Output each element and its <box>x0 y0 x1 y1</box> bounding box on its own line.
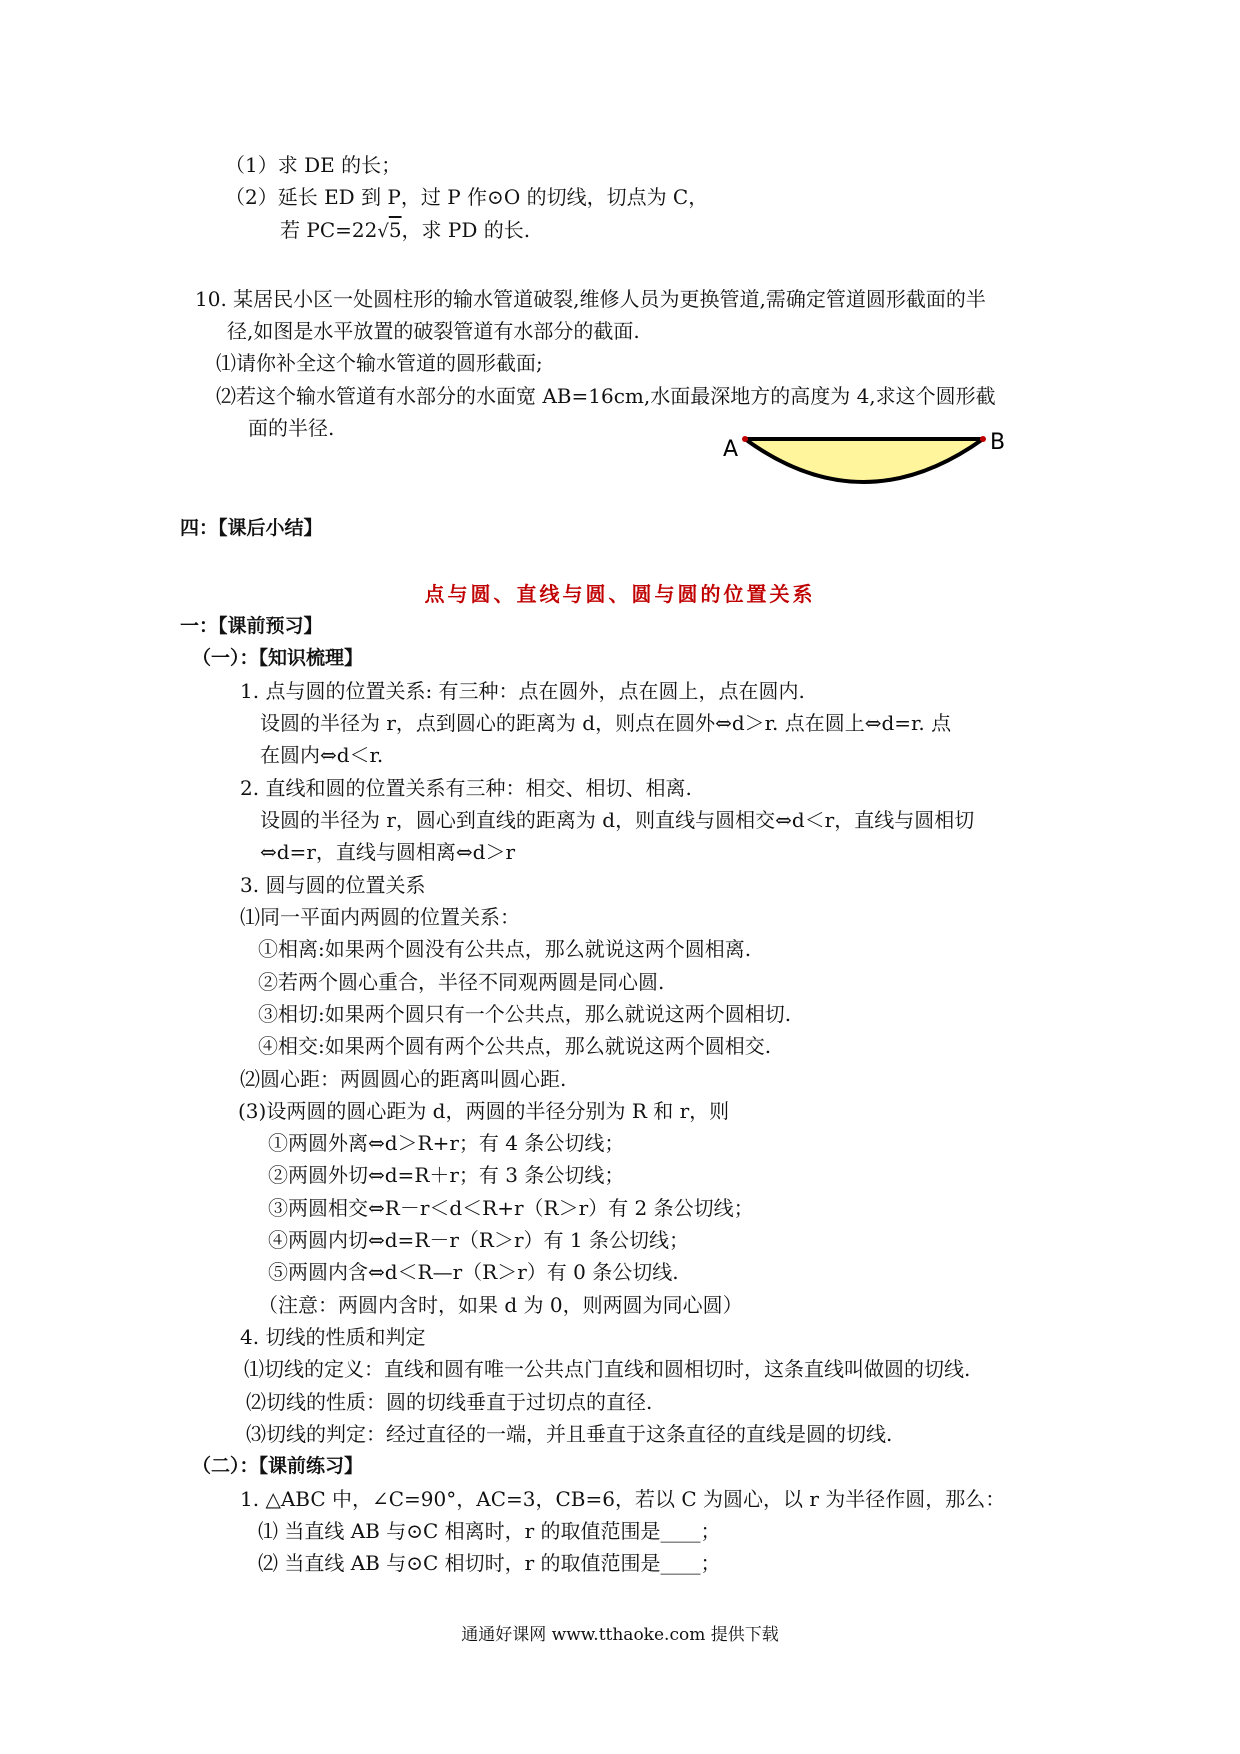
k3-item2: ②若两个圆心重合，半径不同观两圆是同心圆. <box>258 970 665 994</box>
k3-case5: ⑤两圆内含⇔d＜R—r（R＞r）有 0 条公切线. <box>268 1260 679 1284</box>
k3-line4: (3)设两圆的圆心距为 d，两圆的半径分别为 R 和 r，则 <box>238 1099 730 1123</box>
k3-line2: ⑴同一平面内两圆的位置关系： <box>240 905 520 929</box>
q9-part2: （2）延长 ED 到 P，过 P 作⊙O 的切线，切点为 C， <box>225 185 709 209</box>
knowledge-heading: （一）：【知识梳理】 <box>192 647 364 669</box>
label-b: B <box>990 430 1006 455</box>
q9-radicand: 5 <box>388 218 402 242</box>
point-b <box>980 436 986 442</box>
k2-line1: 2. 直线和圆的位置关系有三种：相交、相切、相离. <box>240 776 692 800</box>
q9-pc-value: 若 PC=22 <box>280 218 378 242</box>
p1-line2: ⑴ 当直线 AB 与⊙C 相离时，r 的取值范围是____； <box>258 1519 721 1543</box>
k3-item3: ③相切:如果两个圆只有一个公共点，那么就说这两个圆相切. <box>258 1002 792 1026</box>
q9-part2-condition <box>280 217 530 245</box>
k3-note: （注意：两圆内含时，如果 d 为 0，则两圆为同心圆） <box>258 1293 743 1317</box>
p1-line1: 1. △ABC 中，∠C=90°，AC=3，CB=6，若以 C 为圆心，以 r 为半径作圆，那么： <box>240 1487 1006 1511</box>
k3-case3: ③两圆相交⇔R－r＜d＜R+r（R＞r）有 2 条公切线； <box>268 1196 754 1220</box>
section-title: 点与圆、直线与圆、圆与圆的位置关系 <box>424 582 816 606</box>
point-a <box>742 436 748 442</box>
k4-line1: 4. 切线的性质和判定 <box>240 1325 426 1349</box>
page-footer: 通通好课网 www.tthaoke.com 提供下载 <box>461 1625 779 1645</box>
k1-line1: 1. 点与圆的位置关系: 有三种：点在圆外，点在圆上，点在圆内. <box>240 679 805 703</box>
preview-heading: 一：【课前预习】 <box>180 615 323 637</box>
q10-line3: ⑴请你补全这个输水管道的圆形截面; <box>216 351 543 375</box>
label-a: A <box>723 437 739 462</box>
k3-case2: ②两圆外切⇔d=R＋r；有 3 条公切线； <box>268 1163 625 1187</box>
k4-line2: ⑴切线的定义：直线和圆有唯一公共点门直线和圆相切时，这条直线叫做圆的切线. <box>244 1357 971 1381</box>
k3-line1: 3. 圆与圆的位置关系 <box>240 873 426 897</box>
k2-line2: 设圆的半径为 r，圆心到直线的距离为 d，则直线与圆相交⇔d＜r，直线与圆相切 <box>260 808 975 832</box>
k3-case4: ④两圆内切⇔d=R－r（R＞r）有 1 条公切线； <box>268 1228 689 1252</box>
water-segment <box>745 439 983 482</box>
q9-pd-question: ，求 PD 的长. <box>401 218 531 242</box>
q10-line1: 10. 某居民小区一处圆柱形的输水管道破裂,维修人员为更换管道,需确定管道圆形截面的半 <box>195 287 986 311</box>
sqrt-icon: √ <box>377 221 389 242</box>
practice-heading: （二）：【课前练习】 <box>192 1455 364 1477</box>
pipe-cross-section-figure <box>715 425 1015 505</box>
k3-item4: ④相交:如果两个圆有两个公共点，那么就说这两个圆相交. <box>258 1034 772 1058</box>
summary-heading: 四：【课后小结】 <box>180 517 323 539</box>
k3-line3: ⑵圆心距：两圆圆心的距离叫圆心距. <box>240 1067 567 1091</box>
p1-line3: ⑵ 当直线 AB 与⊙C 相切时，r 的取值范围是____； <box>258 1551 721 1575</box>
k4-line4: ⑶切线的判定：经过直径的一端，并且垂直于这条直径的直线是圆的切线. <box>246 1422 893 1446</box>
k4-line3: ⑵切线的性质：圆的切线垂直于过切点的直径. <box>246 1390 653 1414</box>
k1-line2: 设圆的半径为 r，点到圆心的距离为 d，则点在圆外⇔d＞r. 点在圆上⇔d=r. 点 <box>260 711 952 735</box>
k1-line3: 在圆内⇔d＜r. <box>260 743 384 767</box>
q10-line5: 面的半径. <box>248 416 335 440</box>
q10-line4: ⑵若这个输水管道有水部分的水面宽 AB=16cm,水面最深地方的高度为 4,求这个圆形截 <box>216 384 996 408</box>
k3-case1: ①两圆外离⇔d＞R+r；有 4 条公切线； <box>268 1131 625 1155</box>
q10-line2: 径,如图是水平放置的破裂管道有水部分的截面. <box>227 319 640 343</box>
k3-item1: ①相离:如果两个圆没有公共点，那么就说这两个圆相离. <box>258 937 752 961</box>
q9-part1: （1）求 DE 的长； <box>225 153 402 177</box>
k2-line3: ⇔d=r，直线与圆相离⇔d＞r <box>260 840 515 864</box>
